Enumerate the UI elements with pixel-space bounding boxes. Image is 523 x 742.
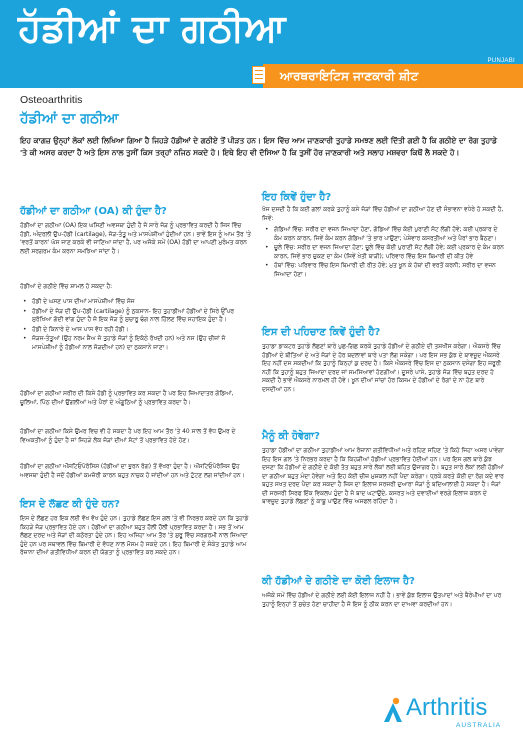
list-item: • ਗੋਡਿਆਂ ਵਿੱਚ: ਸਰੀਰ ਦਾ ਵਜਨ ਜਿਆਦਾ ਹੋਣਾ, ਗੋਡਿਆਂ ਵਿੱਚ ਕੋਈ ਪੁਰਾਣੀ ਸੱਟ ਲੱਗੀ ਹੋਵੇ; ਕਈ ਪ੍ਰਕਾਰ ਦੇ ਕੰਮ ਕਰਨ ਕਾਰਨ, ਜਿਵੇਂ ਕੰਮ ਕਰਨ ਗੋਡਿਆਂ 'ਤੇ ਭਾਰ ਪਾਉਣਾ; ਪੇਸ਼ੇਵਾਰ ਕਸਰਤੀਆਂ ਅਤੇ ਪੈਰਾਂ ਭਾਰ ਬੈਠਣਾ। [262, 226, 504, 243]
header-banner [0, 0, 523, 88]
heading-symptoms: ਇਸ ਦੇ ਲੱਛਣ ਕੀ ਹੁੰਦੇ ਹਨ? [20, 499, 120, 510]
list-item: • ਜੋੜਜ-ਤੰਤੂਆਂ (ਉਹ ਨਰਮ ਸ਼ੈਅ ਜੋ ਤੁਹਾਡੇ ਜੋੜਾਂ ਨੂੰ ਇਕੱਠੇ ਰੱਖਦੀ ਹਨ) ਅਤੇ ਨਸ (ਉਹ ਚੀਜ਼ਾਂ ਜੋ ਮਾਸਪੇਸ਼ੀਆਂ ਨੂੰ ਹੱਡੀਆਂ ਨਾਲ ਜੋੜਦੀਆਂ ਹਨ) ਦਾ ਨੁਕਸਾਨੇ ਜਾਣਾ। [20, 335, 252, 352]
logo-subtext: AUSTRALIA [456, 722, 502, 729]
heading-how-it-happens: ਇਹ ਕਿਵੇਂ ਹੁੰਦਾ ਹੈ? [262, 192, 332, 203]
list-item: • ਚੂਲੇ ਵਿੱਚ: ਸਰੀਰ ਦਾ ਵਜਨ ਜਿਆਦਾ ਹੋਣਾ; ਚੂਲੇ ਵਿੱਚ ਕੋਈ ਪੁਰਾਣੀ ਸੱਟ ਲੱਗੀ ਹੋਵੇ; ਕਈ ਪ੍ਰਕਾਰ ਦੇ ਕੰਮ ਕਰਨ ਕਾਰਨ, ਜਿਵੇਂ ਭਾਰ ਚੁਕਣ ਦਾ ਕੰਮ (ਜਿਵੇਂ ਖੇਤੀ ਬਾੜੀ); ਪਰਿਵਾਰ ਵਿੱਚ ਇਸ ਬਿਮਾਰੀ ਦੀ ਕੀਤ ਹੋਵੇ [262, 244, 504, 261]
paragraph-oa-includes: ਹੱਡੀਆਂ ਦੇ ਗਠੀਏ ਵਿੱਚ ਸ਼ਾਮਲ ਹੋ ਸਕਦਾ ਹੈ: [20, 284, 113, 290]
paragraph-what-will-happen: ਤੁਹਾਡਾ ਹੱਡੀਆਂ ਦਾ ਗਠੀਆ ਤੁਹਾਡੀਆਂ ਆਮ ਰੋਜ਼ਾਨਾ ਗਤੀਵਿਧੀਆਂ ਅਤੇ ਰਹਿਣ ਸਹਿਣ 'ਤੇ ਕਿਹੋ ਜਿਹਾ ਅਸਰ ਪਾਵੇਗਾ ਇਹ ਇਸ ਗਲ 'ਤੇ ਨਿਰਭਰ ਕਰਦਾ ਹੈ ਕਿ ਕਿਹੜੀਆਂ ਹੱਡੀਆਂ ਪ੍ਰਭਾਵਿਤ ਹੋਈਆਂ ਹਨ। ਪਰ ਇਸ ਗਲ ਬਾਰੇ ਕੁੱਝ ਦਸਣਾ ਕਿ ਹੱਡੀਆਂ ਦੇ ਗਠੀਏ ਦੇ ਕੋਈ ਤੱਤ ਬਹੁਤ ਸਾਰੇ ਲੋਕਾਂ ਲਈ ਬਹਿਤ ਉਜਾਗਰ ਹੈ। ਬਹੁਤ ਸਾਰੇ ਲੋਕਾਂ ਲਈ ਹੱਡੀਆਂ ਦਾ ਗਠੀਆ ਬਹੁਤ ਮੰਦਾ ਹੋਵੇਗਾ ਅਤੇ ਇਹ ਕੋਈ ਚੀਜ਼ ਮੁਸ਼ਕਲ ਨਹੀਂ ਪੈਦਾ ਕਰੇਗਾ। ਧ੍ਰਕੇ ਕਰਤੇ ਕੋਈ ਦਾ ਰੋਗ ਕਦੇ ਵਾਰ ਬਹੁਤ ਸਖਤ ਦਰਦ ਪੈਦਾ ਕਰ ਸਕਦਾ ਹੈ ਜਿਸ ਦਾ ਇਲਾਜ ਸਰਜਰੀ ਦੁਆਰਾ ਜੋੜਾਂ ਨੂੰ ਬਦਿਆਲਾਈ ਹੋ ਸਕਦਾ ਹੈ। ਜੋੜਾਂ ਦੀ ਸਰਜਰੀ ਸਿਰਫ ਇੱਕ ਵਿਕਲਪ ਹੁੰਦਾ ਹੈ ਜੋ ਬਾਦ ਘਟਾਉਂਦੇ, ਕਸਰਤ ਅਤੇ ਦਵਾਈਆਂ ਵਰਗੇ ਇਲਾਜ ਕਰਨ ਦੇ ਬਾਵਜੂਦ ਤੁਹਾਡੇ ਲੱਛਣਾਂ ਨੂੰ ਕਾਬੂ ਪਾਉਣ ਵਿੱਚ ਅਸਫਲ ਰਹਿੰਦਾ ਹੈ। [262, 448, 504, 505]
heading-what-will-happen: ਮੈਨੂੰ ਕੀ ਹੋਵੇਗਾ? [262, 431, 320, 442]
list-oa-includes [20, 298, 252, 353]
list-item: • ਹੱਡੀਆਂ ਦੇ ਜੋੜ ਦੀ ਉਪ-ਹੱਡੀ (cartilage) ਨੂੰ ਨੁਕਸਾਨ- ਇਹ ਤੁਹਾਡੀਆਂ ਹੱਡੀਆਂ ਦੇ ਸਿਰੇ ਉੱਪਰ ਸੁਰੱਖਿਆ ਗੱਦੀ ਵਾਂਗ ਹੁੰਦਾ ਹੈ ਜੋ ਇਕ ਜੋੜ ਨੂੰ ਸੁਚਾਰੂ ਢੰਗ ਨਾਲ ਹਿੱਲਣ ਵਿੱਚ ਸਹਾਇਕ ਹੁੰਦਾ ਹੈ। [20, 308, 252, 325]
heading-diagnosis: ਇਸ ਦੀ ਪਹਿਚਾਣ ਕਿਵੇਂ ਹੁੰਦੀ ਹੈ? [262, 327, 381, 338]
intro-paragraph: ਇਹ ਕਾਗਜ਼ ਉਨ੍ਹਾਂ ਲੋਕਾਂ ਲਈ ਲਿਖਿਆ ਗਿਆ ਹੈ ਜਿਹੜੇ ਹੱਡੀਆਂ ਦੇ ਗਠੀਏ ਤੋਂ ਪੀੜਤ ਹਨ। ਇਸ ਵਿੱਚ ਆਮ ਜਾਣਕਾਰੀ ਤੁਹਾਡੇ ਸਮਝਣ ਲਈ ਦਿੱਤੀ ਗਈ ਹੈ ਕਿ ਗਠੀਏ ਦਾ ਰੋਗ ਤੁਹਾਡੇ 'ਤੇ ਕੀ ਅਸਰ ਕਰਦਾ ਹੈ ਅਤੇ ਇਸ ਨਾਲ ਤੁਸੀਂ ਕਿਸ ਤਰ੍ਹਾਂ ਨਜਿਠ ਸਕਦੇ ਹੋ। ਇਥੇ ਇਹ ਵੀ ਦੱਸਿਆ ਹੈ ਕਿ ਤੁਸੀਂ ਹੋਰ ਜਾਣਕਾਰੀ ਅਤੇ ਸਲਾਹ ਮਸ਼ਵਰਾ ਕਿਥੋਂ ਲੈ ਸਕਦੇ ਹੋ। [20, 136, 497, 157]
subtitle: ਆਰਥਰਾਇਟਿਸ ਜਾਣਕਾਰੀ ਸ਼ੀਟ [280, 69, 419, 83]
paragraph-age: ਹੱਡੀਆਂ ਦਾ ਗਠੀਆ ਕਿਸੇ ਉਮਰ ਵਿਚ ਵੀ ਹੋ ਸਕਦਾ ਹੈ ਪਰ ਇਹ ਆਮ ਤੌਰ 'ਤੇ 40 ਸਾਲ ਤੋਂ ਵੱਧ ਉਮਰ ਦੇ ਵਿਅਕਤੀਆਂ ਨੂੰ ਹੁੰਦਾ ਹੈ ਜਾਂ ਜਿਹੜੇ ਲੋਕ ਜੋੜਾਂ ਦੀਆਂ ਸੱਟਾਂ ਤੋਂ ਪ੍ਰਭਾਵਿਤ ਹੋਏ ਹੋਣ। [20, 429, 236, 444]
list-item: • ਹੱਡੀ ਦੇ ਘਸਣ ਪਾਸ ਦੀਆਂ ਮਾਸਪੇਸ਼ੀਆਂ ਵਿੱਚ ਸੋਜ [20, 298, 252, 307]
list-item: • ਹੱਥਾਂ ਵਿੱਚ: ਪਰਿਵਾਰ ਵਿੱਚ ਇਸ ਬਿਮਾਰੀ ਦੀ ਰੀਤ ਹੋਵੇ; ਮੁਤ ਖੂਨ ਕੇ ਹੱਥਾਂ ਦੀ ਵਰਤੋਂ ਕਰਨੀ; ਸਰੀਰ ਦਾ ਵਜਨ ਜਿਆਦਾ ਹੋਣਾ। [262, 262, 504, 279]
paragraph-diagnosis: ਤੁਹਾਡਾ ਡਾਕਟਰ ਤੁਹਾਡੇ ਲੱਛਣਾਂ ਬਾਰੇ ਪੁਛ-ਗਿਛ ਕਰਕੇ ਤੁਹਾਡੇ ਹੱਡੀਆਂ ਦੇ ਗਠੀਏ ਦੀ ਤਸ਼ਖੀਸ ਕਰੇਗਾ। ਐਕਸਰੇ ਵਿੱਚ ਹੱਡੀਆਂ ਦੇ ਬੀਤਿਆਂ ਦੇ ਅਤੇ ਜੋੜਾਂ ਦੇ ਹੋਰ ਬਦਲਾਵਾਂ ਬਾਰੇ ਪਤਾ ਲੱਗ ਸਕੇਗਾ। ਪਰ ਇਸ ਸਭ ਕੁੱਝ ਦੇ ਬਾਵਜੂਦ ਐਕਸਰੇ ਇਹ ਨਹੀਂ ਦਸ ਸਕਦੀਆਂ ਕਿ ਤੁਹਾਨੂੰ ਕਿਨ੍ਹਾਂ ਕੁ ਦਰਦ ਹੈ। ਕਿਸੇ ਐਕਸਰੇ ਵਿੱਚ ਇਸ ਦਾ ਨੁਕਸਾਨ ਦਸੇਗਾ ਇਹ ਜਰੂਰੀ ਨਹੀਂ ਕਿ ਤੁਹਾਨੂੰ ਬਹੁਤ ਜਿਆਦਾ ਦਰਦ ਜਾਂ ਸਮਸਿਆਵਾਂ ਹੋਣਗੀਆਂ। ਦੂਸਰੇ ਪਾਸੇ, ਤੁਹਾਡੇ ਜੋੜ ਵਿੱਚ ਬਹੁਤ ਦਰਦ ਹੋ ਸਕਦੀ ਹੈ ਭਾਵੇਂ ਐਕਸਰੇ ਨਾਰਮਲ ਹੀ ਹੋਵੇ। ਖੂਨ ਦੀਆਂ ਜਾਂਚਾਂ ਹੋਰ ਕਿਸਮ ਦੇ ਹੱਡੀਆਂ ਦੇ ਰੋਗਾਂ ਦੇ ਨਾ ਹੋਣ ਬਾਰੇ ਦਸਦੀਆਂ ਹਨ। [262, 344, 502, 393]
language-tag: PUNJABI [487, 58, 515, 64]
paragraph-cure: ਅਜੋਕੇ ਸਮੇਂ ਵਿੱਚ ਹੱਡੀਆਂ ਦੇ ਗਠੀਏ ਲਈ ਕੋਈ ਇਲਾਜ ਨਹੀਂ ਹੈ। ਭਾਵੇਂ ਕੁੱਝ ਇਲਾਜ ਉਤਪਾਦਾਂ ਅਤੇ ਥੈਰੇਪੀਆਂ ਦਾ ਪਰ ਤੁਹਾਨੂੰ ਇਨ੍ਹਾਂ ਤੋਂ ਸੁਚੇਤ ਹੋਣਾ ਚਾਹੀਦਾ ਹੈ ਜੋ ਇਸ ਨੂੰ ਠੀਕ ਕਰਨ ਦਾ ਦਾਅਵਾ ਕਰਦੀਆਂ ਹਨ। [262, 593, 502, 608]
list-item: • ਹੱਡੀ ਦੇ ਕਿਨਾਰੇ ਦੇ ਆਸ ਪਾਸ ਵੱਧ ਰਹੀ ਹੱਡੀ। [20, 326, 252, 335]
paragraph-affected-joints: ਹੱਡੀਆਂ ਦਾ ਗਠੀਆ ਸਰੀਰ ਦੀ ਕਿਸੇ ਹੱਡੀ ਨੂੰ ਪ੍ਰਭਾਵਿਤ ਕਰ ਸਕਦਾ ਹੈ ਪਰ ਇਹ ਜ਼ਿਆਦਾਤਰ ਗੋਡਿਆਂ, ਚੂਲਿਆਂ, ਪਿੱਠ ਦੀਆਂ ਉਂਗਲੀਆਂ ਅਤੇ ਪੈਰਾਂ ਦੇ ਅੰਗੂਠਿਆਂ ਨੂੰ ਪ੍ਰਭਾਵਿਤ ਕਰਦਾ ਹੈ। [20, 391, 234, 406]
english-name: Osteoarthritis [20, 94, 83, 106]
paragraph-osteoporosis: ਹੱਡੀਆਂ ਦਾ ਗਠੀਆ ਔਸਟਿਓਪੋਰੋਸਿਸ (ਹੱਡੀਆਂ ਦਾ ਭੁਰਨ ਰੋਗ) ਤੋਂ ਵੱਖਰਾ ਹੁੰਦਾ ਹੈ। ਔਸਟਿਓਪੋਰੋਸਿਸ ਉਹ ਅਵਸਥਾ ਹੁੰਦੀ ਹੈ ਜਦੋਂ ਹੱਡੀਆਂ ਕਮਜ਼ੋਰੀ ਕਾਰਨ ਬਹੁਤ ਨਾਜ਼ੁਕ ਹੋ ਜਾਂਦੀਆਂ ਹਨ ਅਤੇ ਟੁੱਟਣ ਲਗ ਜਾਂਦੀਆਂ ਹਨ। [20, 464, 245, 479]
page-title: ਹੱਡੀਆਂ ਦਾ ਗਠੀਆ [18, 6, 286, 50]
arthritis-australia-logo [382, 693, 517, 733]
paragraph-symptoms: ਇਸ ਦੇ ਲੱਛਣ ਹਰ ਇਕ ਲਈ ਵੱਖ ਵੱਖ ਹੁੰਦੇ ਹਨ। ਤੁਹਾਡੇ ਲੱਛਣ ਇਸ ਗਲ 'ਤੇ ਵੀ ਨਿਰਭਰ ਕਰਦੇ ਹਨ ਕਿ ਤੁਹਾਡੇ ਕਿਹੜੇ ਜੋੜ ਪ੍ਰਭਾਵਿਤ ਹੋਏ ਹਨ। ਹੱਡੀਆਂ ਦਾ ਗਠੀਆ ਬਹੁਤ ਹੌਲੀ ਹੌਲੀ ਪ੍ਰਭਾਵਿਤ ਕਰਦਾ ਹੈ। ਸਭ ਤੋਂ ਆਮ ਲੱਛਣ ਦਰਦ ਅਤੇ ਜੋੜਾਂ ਦੀ ਕਠੋਰਤਾ ਹੁੰਦੇ ਹਨ। ਇਹ ਅਜਿਹਾ ਆਮ ਤੌਰ 'ਤੇ ਸ਼ੁਰੂ ਵਿੱਚ ਸਰਗਰਮੀ ਨਾਲ ਜਿਆਦਾ ਹੁੰਦੇ ਹਨ ਪਰ ਸਥਾਵਲ ਵਿੱਚ ਬਿਮਾਰੀ ਦੇ ਵੱਧਣ ਨਾਲ ਮੌਸਮ ਹੋ ਸਕਦੇ ਹਨ। ਇਹ ਬਿਮਾਰੀ ਦੇ ਸੰਕੇਤ ਤੁਹਾਡੇ ਆਮ ਰੋਜ਼ਾਨਾ ਦੀਆਂ ਗਤੀਵਿਧੀਆਂ ਕਰਨ ਦੀ ਯੋਗਤਾ ਨੂੰ ਪ੍ਰਭਾਵਿਤ ਕਰ ਸਕਦੇ ਹਨ। [20, 516, 249, 556]
heading-cure: ਕੀ ਹੱਡੀਆਂ ਦੇ ਗਠੀਏ ਦਾ ਕੋਈ ਇਲਾਜ ਹੈ? [262, 576, 415, 587]
document-icon [252, 66, 266, 84]
logo-wordmark: Arthritis [406, 694, 488, 721]
arthritis-logo-icon [382, 697, 404, 723]
heading-what-is-oa: ਹੱਡੀਆਂ ਦਾ ਗਠੀਆ (OA) ਕੀ ਹੁੰਦਾ ਹੈ? [20, 206, 167, 217]
document-title: ਹੱਡੀਆਂ ਦਾ ਗਠੀਆ [20, 111, 119, 127]
paragraph-what-is-oa: ਹੱਡੀਆਂ ਦਾ ਗਠੀਆ (OA) ਇਕ ਘਸਿਣੀ ਅਵਸਥਾ ਹੁੰਦੀ ਹੈ ਜੋ ਸਾਰੇ ਜੋੜ ਨੂੰ ਪ੍ਰਭਾਵਿਤ ਕਰਦੀ ਹੈ ਜਿਸ ਵਿੱਚ ਹੱਡੀ, ਅੰਦਰਲੀ ਉਪ-ਹੱਡੀ (cartilage), ਜੋੜ-ਤੰਤੂ ਅਤੇ ਮਾਸਪੇਸ਼ੀਆਂ ਹੁੰਦੀਆਂ ਹਨ। ਭਾਵੇਂ ਇਸ ਨੂੰ ਆਮ ਤੌਰ 'ਤੇ 'ਵਰਤੋਂ ਕਾਰਨ' ਘੱਸ ਜਾਣ ਕਰਕੇ ਵੀ ਜਾਣਿਆ ਜਾਂਦਾ ਹੈ, ਪਰ ਅਜੋਕੇ ਸਮੇਂ (OA) ਹੱਡੀ ਦਾ ਆਪਣੀ ਮੁਰੰਮਤ ਕਰਨ ਲਈ ਸਰਗਰਮ ਕੰਮ ਕਰਨਾ ਸਮਝਿਆ ਜਾਂਦਾ ਹੈ। [20, 223, 251, 255]
paragraph-how-it-happens: ਖੋਜ ਦਸਦੀ ਹੈ ਕਿ ਕਈ ਗਲਾਂ ਕਰਕੇ ਤੁਹਾਨੂੰ ਕਸੇ ਜੋੜਾਂ ਵਿੱਚ ਹੱਡੀਆਂ ਦਾ ਗਠੀਆ ਹੋਣ ਦੀ ਸੰਭਾਵਨਾ ਵਧੇਰੇ ਹੋ ਸਕਦੀ ਹੈ, ਜਿਵੇਂ: [262, 207, 504, 222]
list-risk-factors [262, 226, 504, 280]
